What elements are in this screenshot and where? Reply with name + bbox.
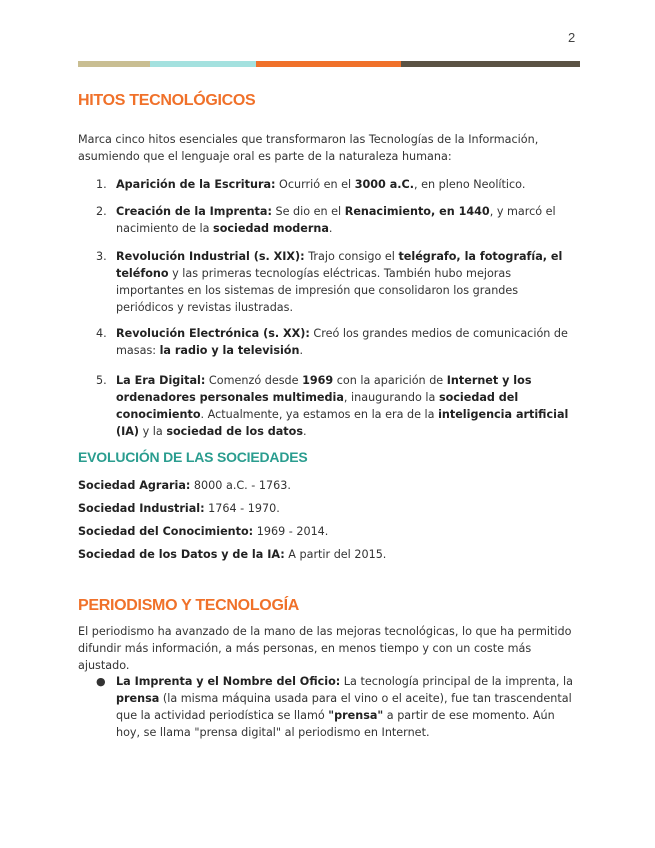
- sociedad-row: [78, 477, 578, 494]
- list-item-text: [116, 176, 578, 193]
- decorative-color-bar: [78, 61, 580, 67]
- sociedad-label: Sociedad del Conocimiento:: [78, 525, 254, 538]
- text-run: La tecnología principal de la imprenta, la: [340, 675, 573, 688]
- sociedad-row: [78, 523, 578, 540]
- section-title-periodismo: PERIODISMO Y TECNOLOGÍA: [78, 597, 299, 614]
- text-run: , en pleno Neolítico.: [414, 178, 526, 191]
- list-number: 3.: [96, 250, 107, 263]
- text-run: . Actualmente, ya estamos en la era de la: [200, 408, 439, 421]
- bold-text-run: "prensa": [328, 709, 384, 722]
- text-run: , inaugurando la: [343, 391, 439, 404]
- bold-text-run: sociedad del conocimiento: [116, 391, 519, 421]
- sociedad-period: 1969 - 2014.: [253, 525, 329, 538]
- bold-text-run: telégrafo, la fotografía, el teléfono: [116, 250, 563, 280]
- bullet-icon: ●: [96, 675, 106, 688]
- bold-text-run: La Era Digital:: [116, 374, 206, 387]
- list-item-text: [116, 248, 578, 316]
- periodismo-intro-paragraph: El periodismo ha avanzado de la mano de las mejoras tecnológicas, lo que ha permitido difundir más información, a más personas, en menos tiempo y con un coste más ajustado.: [78, 625, 572, 672]
- sociedad-label: Sociedad Agraria:: [78, 479, 191, 492]
- hitos-intro-paragraph: Marca cinco hitos esenciales que transformaron las Tecnologías de la Información, asumiendo que el lenguaje oral es parte de la naturaleza humana:: [78, 133, 539, 163]
- color-bar-segment-orange: [256, 61, 401, 67]
- text-run: Ocurrió en el: [275, 178, 355, 191]
- text-run: , y marcó el nacimiento de la: [116, 205, 556, 235]
- text-run: y las primeras tecnologías eléctricas. También hubo mejoras importantes en los sistemas de impresión que consolidaron los grandes periódicos y revistas ilustradas.: [116, 267, 519, 314]
- text-run: Se dio en el: [271, 205, 345, 218]
- bold-text-run: inteligencia artificial (IA): [116, 408, 569, 438]
- sociedad-period: A partir del 2015.: [284, 548, 387, 561]
- bold-text-run: sociedad de los datos: [166, 425, 304, 438]
- text-run: Creó los grandes medios de comunicación de masas:: [116, 327, 568, 357]
- text-run: Trajo consigo el: [304, 250, 399, 263]
- color-bar-segment-beige: [78, 61, 150, 67]
- text-run: y la: [139, 425, 167, 438]
- list-number: 1.: [96, 178, 107, 191]
- bold-text-run: la radio y la televisión: [159, 344, 300, 357]
- bold-text-run: 1969: [302, 374, 334, 387]
- sociedad-period: 8000 a.C. - 1763.: [190, 479, 291, 492]
- sociedad-label: Sociedad de los Datos y de la IA:: [78, 548, 285, 561]
- bold-text-run: 3000 a.C.: [354, 178, 414, 191]
- list-item-text: [116, 203, 578, 237]
- text-run: con la aparición de: [333, 374, 447, 387]
- bold-text-run: Internet y los ordenadores personales multimedia: [116, 374, 532, 404]
- text-run: (la misma máquina usada para el vino o el aceite), fue tan trascendental que la actividad periodística se llamó: [116, 692, 572, 722]
- color-bar-segment-brown: [401, 61, 580, 67]
- bold-text-run: Creación de la Imprenta:: [116, 205, 272, 218]
- bold-text-run: Revolución Electrónica (s. XX):: [116, 327, 310, 340]
- text-run: .: [299, 344, 304, 357]
- list-number: 5.: [96, 374, 107, 387]
- text-run: Comenzó desde: [205, 374, 303, 387]
- list-item-text: [116, 372, 578, 440]
- list-number: 2.: [96, 205, 107, 218]
- bold-text-run: Aparición de la Escritura:: [116, 178, 276, 191]
- sociedad-period: 1764 - 1970.: [204, 502, 280, 515]
- list-item-text: [116, 325, 578, 359]
- text-run: a partir de ese momento. Aún hoy, se llama "prensa digital" al periodismo en Internet.: [116, 709, 555, 739]
- bold-text-run: Revolución Industrial (s. XIX):: [116, 250, 305, 263]
- text-run: .: [328, 222, 333, 235]
- sociedad-row: [78, 500, 578, 517]
- bullet-item-text: [116, 673, 578, 741]
- bold-text-run: sociedad moderna: [213, 222, 329, 235]
- sociedad-label: Sociedad Industrial:: [78, 502, 205, 515]
- color-bar-segment-cyan: [150, 61, 256, 67]
- sociedad-row: [78, 546, 578, 563]
- bold-text-run: La Imprenta y el Nombre del Oficio:: [116, 675, 341, 688]
- section-title-evolucion: EVOLUCIÓN DE LAS SOCIEDADES: [78, 449, 308, 465]
- list-number: 4.: [96, 327, 107, 340]
- text-run: .: [303, 425, 307, 438]
- bold-text-run: Renacimiento, en 1440: [344, 205, 490, 218]
- page-number: 2: [568, 30, 576, 45]
- section-title-hitos: HITOS TECNOLÓGICOS: [78, 92, 256, 109]
- bold-text-run: prensa: [116, 692, 160, 705]
